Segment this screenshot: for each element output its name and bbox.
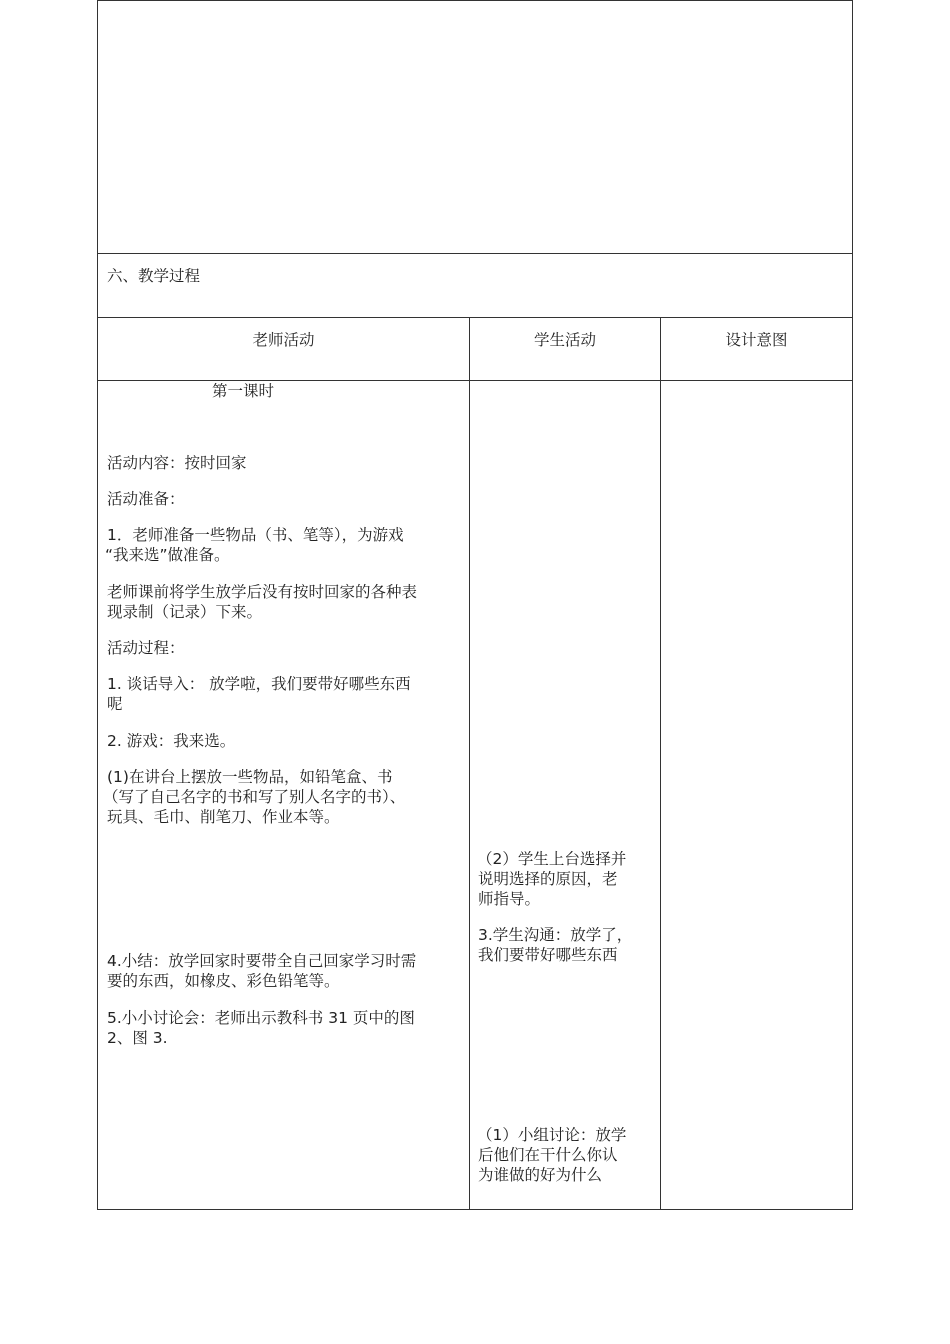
summary-line-1: 4.小结：放学回家时要带全自己回家学习时需 — [107, 952, 417, 970]
activity-prep-label: 活动准备： — [107, 490, 185, 508]
step-2-sub-line-1: (1)在讲台上摆放一些物品，如铅笔盒、书 — [107, 768, 393, 786]
column-divider-student-intent — [660, 317, 661, 1210]
step-1-line-2: 呢 — [107, 695, 123, 713]
student-step-2-line-2: 说明选择的原因，老 — [478, 870, 618, 888]
step-2: 2. 游戏：我来选。 — [107, 732, 236, 750]
header-design-intent: 设计意图 — [725, 331, 788, 349]
student-discussion-line-1: （1）小组讨论：放学 — [477, 1126, 627, 1144]
prep-item-1-line-2: “我来选”做准备。 — [105, 546, 230, 564]
header-student-activity: 学生活动 — [533, 331, 596, 349]
student-step-2-line-1: （2）学生上台选择并 — [477, 850, 627, 868]
column-divider-teacher-student — [469, 317, 470, 1210]
student-step-2-line-3: 师指导。 — [478, 890, 541, 908]
step-2-sub-line-3: 玩具、毛巾、削笔刀、作业本等。 — [107, 808, 340, 826]
row-divider-top — [97, 253, 853, 254]
row-divider-heading — [97, 317, 853, 318]
discussion-line-1: 5.小小讨论会：老师出示教科书 31 页中的图 — [107, 1009, 415, 1027]
activity-content: 活动内容：按时回家 — [107, 454, 247, 472]
section-heading: 六、教学过程 — [107, 267, 201, 285]
prep-item-2-line-1: 老师课前将学生放学后没有按时回家的各种表 — [107, 583, 418, 601]
student-step-3-line-2: 我们要带好哪些东西 — [478, 946, 618, 964]
student-discussion-line-2: 后他们在干什么你认 — [478, 1146, 618, 1164]
step-2-sub-line-2: （写了自己名字的书和写了别人名字的书）、 — [103, 788, 406, 806]
student-discussion-line-3: 为谁做的好为什么 — [478, 1166, 603, 1184]
activity-process-label: 活动过程： — [107, 639, 185, 657]
prep-item-2-line-2: 现录制（记录）下来。 — [107, 603, 263, 621]
row-divider-header — [97, 380, 853, 381]
header-teacher-activity: 老师活动 — [252, 331, 315, 349]
prep-item-1-line-1: 1．老师准备一些物品（书、笔等），为游戏 — [107, 526, 404, 544]
lesson-title: 第一课时 — [212, 382, 275, 400]
step-1-line-1: 1. 谈话导入： 放学啦，我们要带好哪些东西 — [107, 675, 411, 693]
discussion-line-2: 2、图 3. — [107, 1029, 168, 1047]
student-step-3-line-1: 3.学生沟通：放学了， — [478, 926, 633, 944]
summary-line-2: 要的东西，如橡皮、彩色铅笔等。 — [107, 972, 340, 990]
